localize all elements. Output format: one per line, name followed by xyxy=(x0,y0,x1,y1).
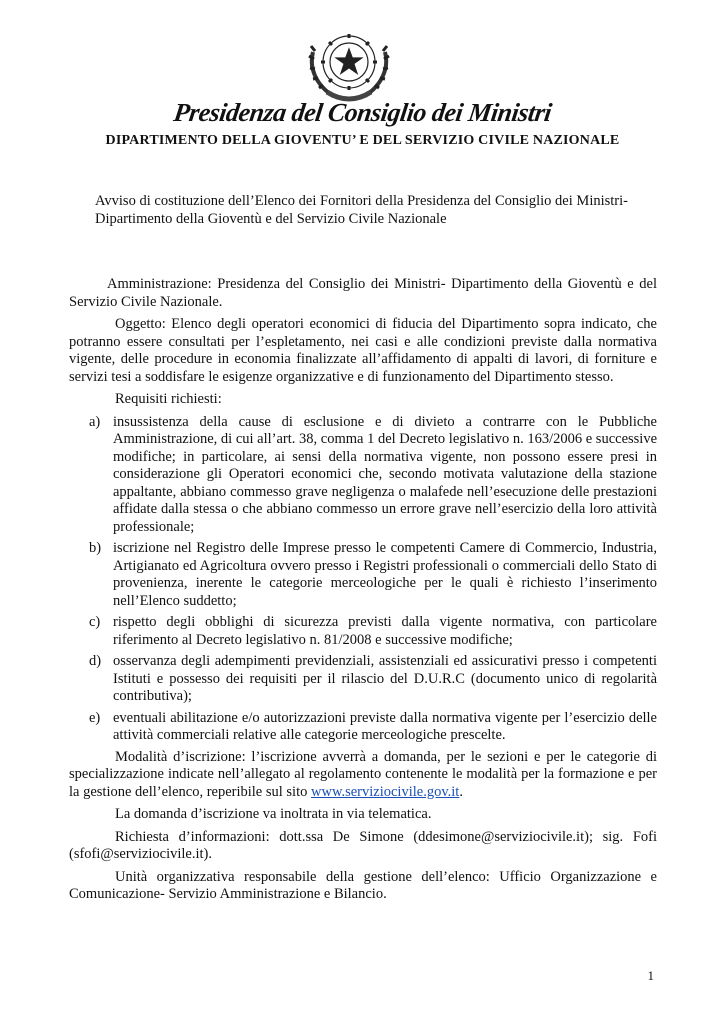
list-marker: a) xyxy=(89,413,101,430)
list-item-text: rispetto degli obblighi di sicurezza previsti dalla vigente normativa, con particolare riferimento al Decreto legislativo n. 81/2008 e successive modifiche; xyxy=(113,614,657,648)
list-marker: c) xyxy=(89,614,101,630)
modalita-end: . xyxy=(459,783,463,800)
amministrazione-paragraph: Amministrazione: Presidenza del Consiglio dei Ministri- Dipartimento della Gioventù e del Servizio Civile Nazionale. xyxy=(69,276,657,310)
list-item-text: iscrizione nel Registro delle Imprese presso le competenti Camere di Commercio, Industria, Artigianato ed Agricoltura ovvero presso i Registri professionali o commerciali dello Stato di provenienza, inerente le categorie merceologiche per le quali è richiesto l’inserimento nell’Elenco suddetto; xyxy=(113,540,657,609)
list-item xyxy=(69,414,657,537)
website-link[interactable]: www.serviziocivile.gov.it xyxy=(311,783,460,800)
notice-title: Avviso di costituzione dell’Elenco dei Fornitori della Presidenza del Consiglio dei Ministri- Dipartimento della Gioventù e del Servizio Civile Nazionale xyxy=(95,193,628,227)
list-marker: b) xyxy=(89,540,102,556)
oggetto-paragraph: Oggetto: Elenco degli operatori economici di fiducia del Dipartimento sopra indicato, che potranno essere consultati per l’espletamento, nei casi e alle condizioni previste dalla normativa vigente, delle procedure in economia finalizzate all’affidamento di appalti di lavori, di forniture e servizi tesi a soddisfare le esigenze organizzative e di funzionamento del Dipartimento stesso. xyxy=(69,316,657,385)
domanda-paragraph: La domanda d’iscrizione va inoltrata in via telematica. xyxy=(115,806,432,822)
presidency-title: Presidenza del Consiglio dei Ministri xyxy=(171,98,554,127)
requisiti-heading: Requisiti richiesti: xyxy=(115,391,222,407)
list-item xyxy=(69,540,657,610)
list-marker: e) xyxy=(89,709,101,726)
informazioni-paragraph: Richiesta d’informazioni: dott.ssa De Simone (ddesimone@serviziocivile.it); sig. Fofi (sfofi@serviziocivile.it). xyxy=(69,828,657,862)
republic-emblem-icon xyxy=(303,22,395,106)
unita-paragraph: Unità organizzativa responsabile della gestione dell’elenco: Ufficio Organizzazione e Comunicazione- Servizio Amministrazione e Bilancio. xyxy=(69,868,657,902)
department-title: DIPARTIMENTO DELLA GIOVENTU’ E DEL SERVIZIO CIVILE NAZIONALE xyxy=(105,133,620,148)
list-item xyxy=(69,653,657,706)
list-item xyxy=(69,614,657,649)
modalita-text: Modalità d’iscrizione: l’iscrizione avverrà a domanda, per le sezioni e per le categorie di specializzazione indicate nell’allegato al regolamento contenente le modalità per la formazione e per la gestione dell’elenco, reperibile sul sito xyxy=(69,748,657,800)
list-item xyxy=(69,710,657,745)
requisiti-list xyxy=(69,414,657,745)
list-marker: d) xyxy=(89,653,102,669)
list-item-text: insussistenza della cause di esclusione e di divieto a contrarre con le Pubbliche Amministrazione, di cui all’art. 38, comma 1 del Decreto legislativo n. 163/2006 e successive modifiche; in particolare, ai sensi della normativa vigente, non possono essere presi in considerazione gli Operatori economici che, secondo motivata valutazione della stazione appaltante, abbiano commesso grave negligenza o malafede nell’esecuzione delle prestazioni affidate dalla stessa o che abbiano commesso un errore grave nell’esercizio della loro attività professionale; xyxy=(113,413,658,535)
page-number: 1 xyxy=(647,968,654,983)
list-item-text: eventuali abilitazione e/o autorizzazioni previste dalla normativa vigente per l’esercizio delle attività commerciali relative alle categorie merceologiche prescelte. xyxy=(113,709,657,743)
list-item-text: osservanza degli adempimenti previdenziali, assistenziali ed assicurativi presso i competenti Istituti e possesso dei requisiti per il rilascio del D.U.R.C (documento unico di regolarità contributiva); xyxy=(113,653,657,704)
document-body xyxy=(69,276,657,909)
modalita-paragraph xyxy=(69,749,657,802)
